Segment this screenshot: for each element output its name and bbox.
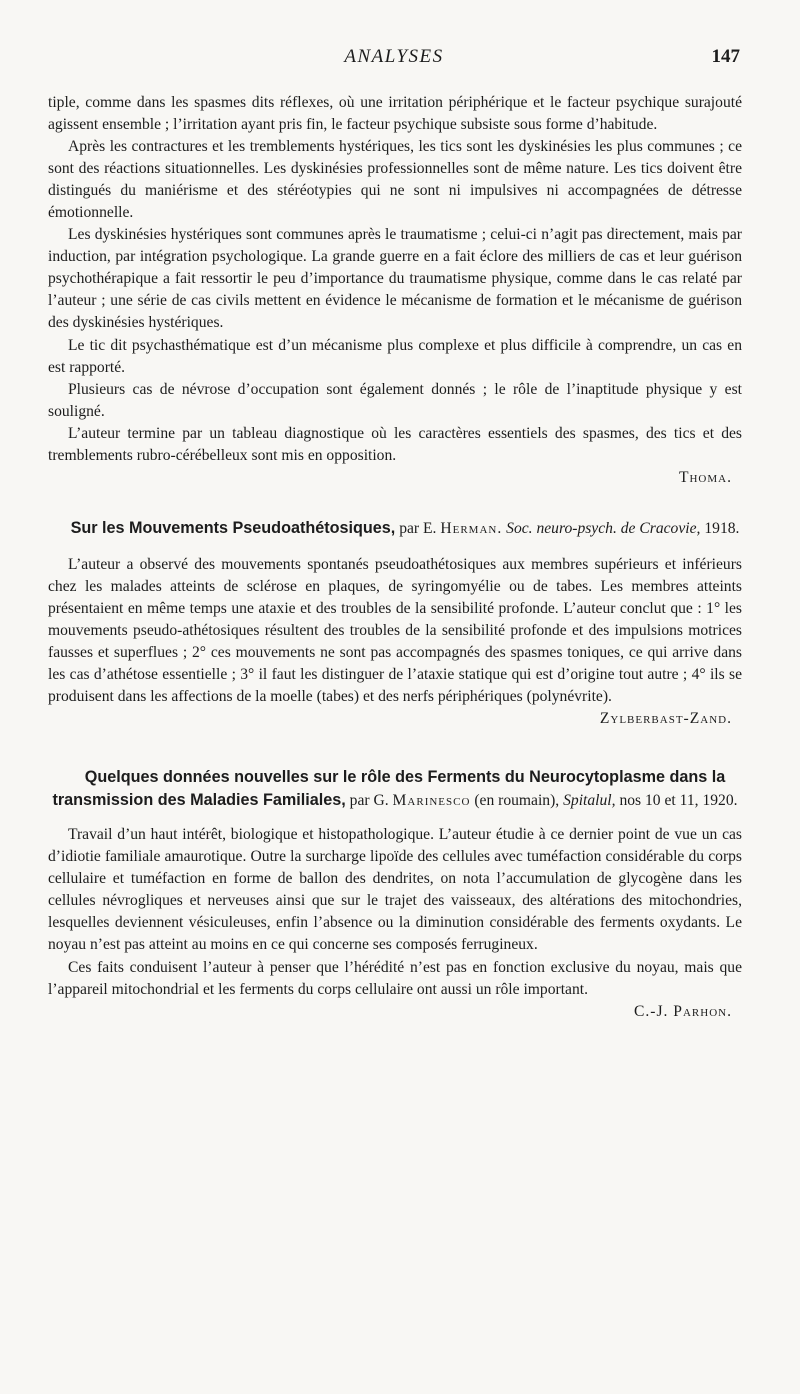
article-title bbox=[48, 517, 742, 540]
paragraph: L’auteur termine par un tableau diagnostique où les caractères essentiels des spasmes, des tics et des tremblements rubro-cérébelleux sont mis en opposition. bbox=[48, 424, 742, 464]
author-name: Marinesco bbox=[392, 792, 471, 810]
body-text bbox=[48, 92, 742, 1023]
paragraph: Les dyskinésies hystériques sont communes après le traumatisme ; celui-ci n’agit pas directement, mais par induction, par intégration psychologique. La grande guerre en a fait éclore des milliers de cas et leur guérison psychothérapique a fait ressortir le peu d’importance du traumatisme physique, comme dans le cas relaté par l’auteur ; une série de cas civils mettent en évidence le mécanisme de formation et le mécanisme de guérison des dyskinésies hystériques. bbox=[48, 226, 742, 332]
issue-number: nos 10 et 11, 1920. bbox=[619, 792, 738, 810]
reviewer-signature: Zylberbast-Zand. bbox=[599, 710, 732, 728]
paragraph: L’auteur a observé des mouvements spontanés pseudoathétosiques aux membres supérieurs et inférieurs chez les malades atteints de sclérose en plaques, de syringomyélie ou de tabes. Les membres atteints présentaient en même temps une ataxie et des troubles de la sensibilité profonde. L’auteur conclut que : 1° les mouvements pseudo-athétosiques résultent des troubles de la sensibilité profonde et des impulsions motrices fausses et superflues ; 2° ces mouvements ne sont pas accompagnés des spasmes toniques, ce qui arrive dans les cas d’athétose essentielle ; 3° il faut les distinguer de l’ataxie statique qui est d’origine tout autre ; 4° ils se produisent dans les affections de la moelle (tabes) et des nerfs périphériques (polynévrite). bbox=[48, 555, 742, 706]
by-label: par G. bbox=[349, 792, 389, 810]
paragraph: Travail d’un haut intérêt, biologique et histopathologique. L’auteur étudie à ce dernier point de vue un cas d’idiotie familiale amaurotique. Outre la surcharge lipoïde des cellules avec tuméfaction considérable du corps cellulaire et tuméfaction en forme de ballon des dendrites, on nota l’accumulation de glycogène dans les cellules névrogliques et nerveuses ainsi que sur le trajet des vaisseaux, des altérations des mitochondries, lesquelles deviennent vésiculeuses, enfin l’absence ou la diminution considérable des ferments oxydants. Le noyau n’est pas atteint au moins en ce qui concerne ses composés ferrugineux. bbox=[48, 826, 742, 954]
author-name: Herman. bbox=[440, 519, 503, 537]
running-title: ANALYSES bbox=[344, 46, 444, 67]
author-note: (en roumain), bbox=[474, 792, 560, 810]
paragraph: Après les contractures et les tremblements hystériques, les tics sont les dyskinésies les plus communes ; ce sont des réactions situationnelles. Les dyskinésies professionnelles sont de même nature. Les tics doivent être distingués du maniérisme et des stéréotypies qui ne sont ni impulsives ni accompagnées de détresse émotionnelle. bbox=[48, 138, 742, 222]
reviewer-signature: Thoma. bbox=[678, 468, 732, 486]
review-section-3 bbox=[48, 766, 742, 1022]
review-section-1 bbox=[48, 92, 742, 489]
by-label: par E. bbox=[399, 519, 437, 537]
article-title bbox=[48, 766, 742, 812]
paragraph: Ces faits conduisent l’auteur à penser que l’hérédité n’est pas en fonction exclusive du noyau, mais que l’appareil mitochondrial et les ferments du corps cellulaire ont aussi un rôle important. bbox=[48, 958, 742, 998]
paragraph: tiple, comme dans les spasmes dits réflexes, où une irritation périphérique et le facteur psychique surajouté agissent ensemble ; l’irritation ayant pris fin, le facteur psychique subsiste sous forme d’habitude. bbox=[48, 94, 742, 134]
article-title-text: Quelques données nouvelles sur le rôle des Ferments du Neurocytoplasme dans la transmission des Maladies Familiales, bbox=[52, 768, 726, 810]
reviewer-signature: C.-J. Parhon. bbox=[633, 1002, 732, 1020]
page-number: 147 bbox=[711, 46, 740, 67]
paragraph: Plusieurs cas de névrose d’occupation sont également donnés ; le rôle de l’inaptitude physique y est souligné. bbox=[48, 380, 742, 420]
review-section-2 bbox=[48, 517, 742, 730]
page-header bbox=[48, 46, 740, 70]
journal-source: Soc. neuro-psych. de Cracovie, bbox=[506, 519, 701, 537]
article-title-text: Sur les Mouvements Pseudoathétosiques, bbox=[70, 518, 396, 537]
publication-year: 1918. bbox=[704, 519, 740, 537]
journal-source: Spitalul, bbox=[563, 792, 616, 810]
paragraph: Le tic dit psychasthématique est d’un mécanisme plus complexe et plus difficile à comprendre, un cas en est rapporté. bbox=[48, 336, 742, 376]
